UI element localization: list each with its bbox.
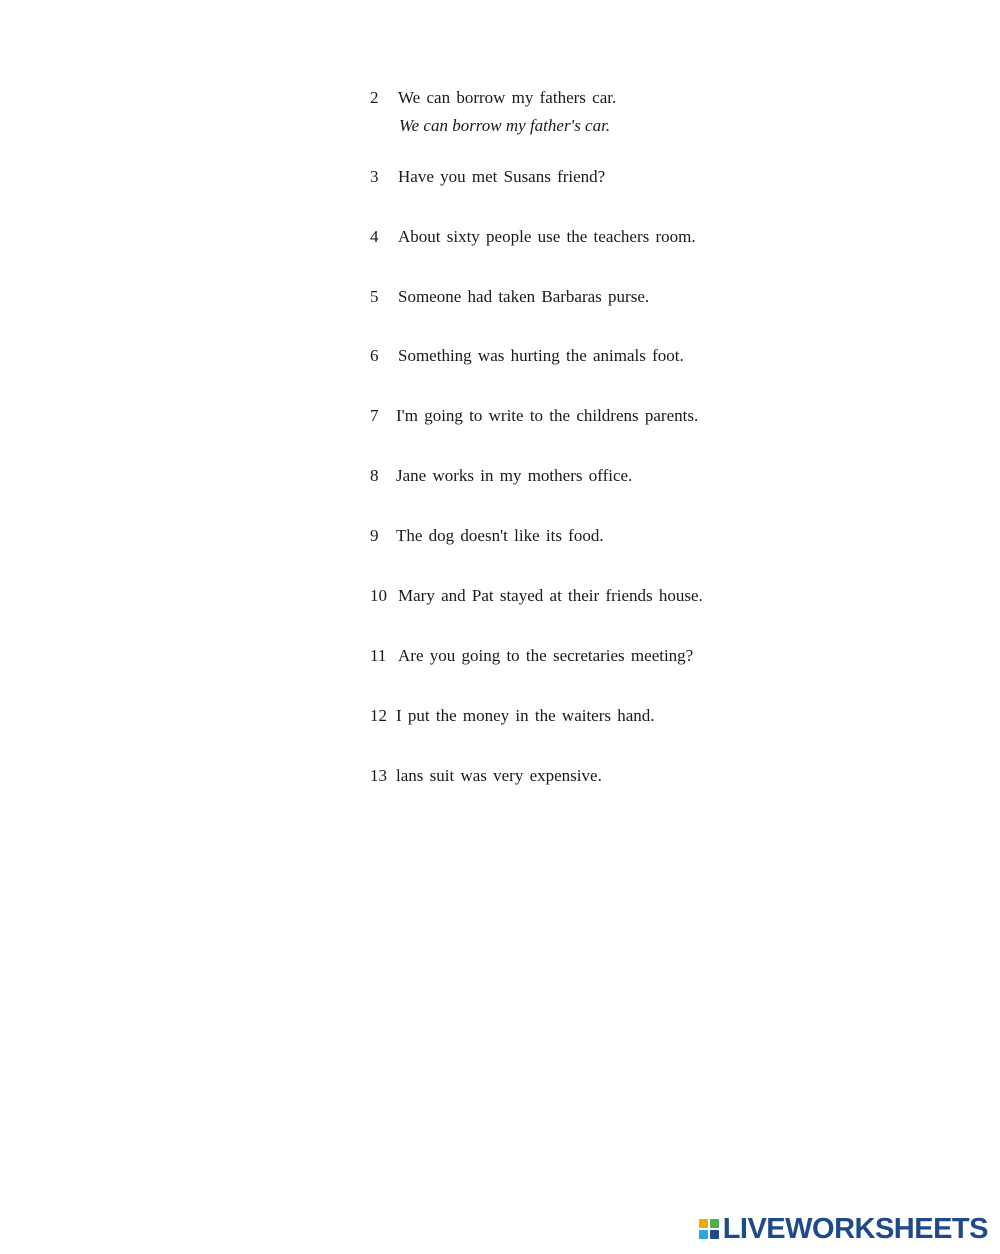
item-sentence: Are you going to the secretaries meeting? <box>398 646 694 665</box>
item-number: 3 <box>370 167 379 186</box>
item-number: 11 <box>370 646 387 665</box>
exercise-item-9 <box>370 526 604 546</box>
item-number: 12 <box>370 706 387 725</box>
exercise-item-12 <box>370 706 655 726</box>
item-sentence: lans suit was very expensive. <box>396 766 602 785</box>
exercise-item-2 <box>370 88 616 108</box>
exercise-item-8 <box>370 466 632 486</box>
exercise-item-4 <box>370 227 696 247</box>
item-sentence: Something was hurting the animals foot. <box>398 346 684 365</box>
example-answer: We can borrow my father's car. <box>399 116 611 135</box>
item-number: 2 <box>370 88 379 107</box>
liveworksheets-logo <box>699 1214 988 1244</box>
item-sentence: I'm going to write to the childrens parents. <box>396 406 699 425</box>
item-sentence: About sixty people use the teachers room. <box>398 227 696 246</box>
item-sentence: Jane works in my mothers office. <box>396 466 633 485</box>
item-number: 7 <box>370 406 379 425</box>
logo-text: LIVEWORKSHEETS <box>722 1213 988 1245</box>
item-sentence: The dog doesn't like its food. <box>396 526 604 545</box>
item-sentence: Mary and Pat stayed at their friends house. <box>398 586 703 605</box>
item-number: 10 <box>370 586 387 605</box>
item-number: 6 <box>370 346 379 365</box>
item-number: 13 <box>370 766 387 785</box>
item-number: 5 <box>370 287 379 306</box>
item-number: 9 <box>370 526 379 545</box>
exercise-item-3 <box>370 167 605 187</box>
exercise-item-7 <box>370 406 698 426</box>
item-number: 8 <box>370 466 379 485</box>
item-sentence: Have you met Susans friend? <box>398 167 606 186</box>
exercise-item-13 <box>370 766 602 786</box>
exercise-item-6 <box>370 346 684 366</box>
exercise-item-10 <box>370 586 703 606</box>
item-sentence: Someone had taken Barbaras purse. <box>398 287 650 306</box>
exercise-item-11 <box>370 646 693 666</box>
logo-tiles-icon <box>699 1219 719 1239</box>
exercise-item-5 <box>370 287 649 307</box>
item-sentence: I put the money in the waiters hand. <box>396 706 655 725</box>
item-number: 4 <box>370 227 379 246</box>
item-sentence: We can borrow my fathers car. <box>398 88 617 107</box>
